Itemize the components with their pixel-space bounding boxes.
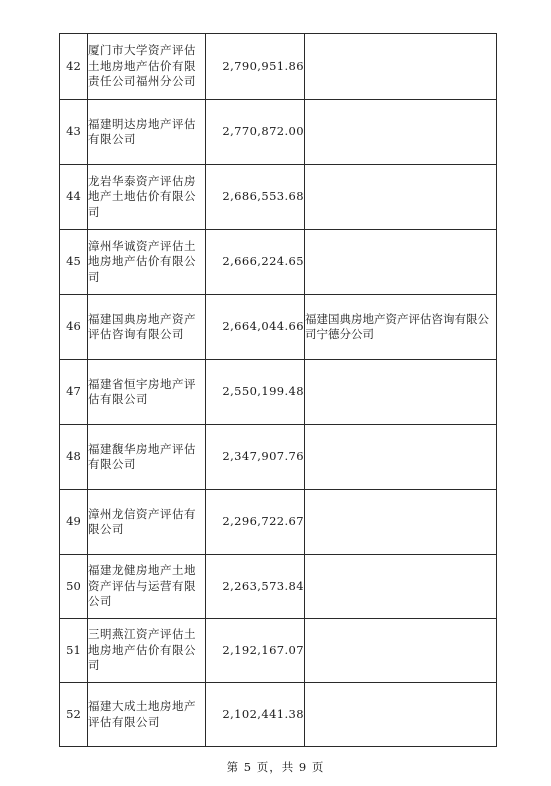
company-name: 福建馥华房地产评估有限公司 bbox=[88, 425, 206, 490]
note bbox=[305, 360, 497, 425]
row-number: 51 bbox=[60, 619, 88, 683]
row-number: 52 bbox=[60, 683, 88, 747]
row-number: 43 bbox=[60, 100, 88, 165]
note: 福建国典房地产资产评估咨询有限公司宁德分公司 bbox=[305, 295, 497, 360]
amount: 2,263,573.84 bbox=[206, 555, 305, 619]
company-name: 福建龙健房地产土地资产评估与运营有限公司 bbox=[88, 555, 206, 619]
row-number: 44 bbox=[60, 165, 88, 230]
table-row bbox=[60, 490, 497, 555]
note bbox=[305, 425, 497, 490]
amount: 2,686,553.68 bbox=[206, 165, 305, 230]
table-row bbox=[60, 295, 497, 360]
company-name: 福建省恒宇房地产评估有限公司 bbox=[88, 360, 206, 425]
note bbox=[305, 490, 497, 555]
note bbox=[305, 100, 497, 165]
table-row bbox=[60, 555, 497, 619]
row-number: 50 bbox=[60, 555, 88, 619]
note bbox=[305, 555, 497, 619]
table-row bbox=[60, 165, 497, 230]
amount: 2,770,872.00 bbox=[206, 100, 305, 165]
note bbox=[305, 34, 497, 100]
company-name: 福建明达房地产评估有限公司 bbox=[88, 100, 206, 165]
table-row bbox=[60, 34, 497, 100]
row-number: 46 bbox=[60, 295, 88, 360]
page-footer: 第 5 页，共 9 页 bbox=[226, 760, 325, 774]
company-name: 龙岩华泰资产评估房地产土地估价有限公司 bbox=[88, 165, 206, 230]
table-row bbox=[60, 230, 497, 295]
table-row bbox=[60, 619, 497, 683]
company-name: 漳州华诚资产评估土地房地产估价有限公司 bbox=[88, 230, 206, 295]
row-number: 42 bbox=[60, 34, 88, 100]
company-name: 漳州龙信资产评估有限公司 bbox=[88, 490, 206, 555]
note bbox=[305, 683, 497, 747]
row-number: 47 bbox=[60, 360, 88, 425]
table-row bbox=[60, 425, 497, 490]
note bbox=[305, 230, 497, 295]
amount: 2,192,167.07 bbox=[206, 619, 305, 683]
amount: 2,666,224.65 bbox=[206, 230, 305, 295]
amount: 2,790,951.86 bbox=[206, 34, 305, 100]
row-number: 48 bbox=[60, 425, 88, 490]
company-name: 福建大成土地房地产评估有限公司 bbox=[88, 683, 206, 747]
row-number: 45 bbox=[60, 230, 88, 295]
amount: 2,550,199.48 bbox=[206, 360, 305, 425]
company-table bbox=[59, 33, 497, 747]
amount: 2,296,722.67 bbox=[206, 490, 305, 555]
note bbox=[305, 619, 497, 683]
table-row bbox=[60, 683, 497, 747]
note bbox=[305, 165, 497, 230]
company-name: 福建国典房地产资产评估咨询有限公司 bbox=[88, 295, 206, 360]
company-name: 厦门市大学资产评估土地房地产估价有限责任公司福州分公司 bbox=[88, 34, 206, 100]
amount: 2,102,441.38 bbox=[206, 683, 305, 747]
table-row bbox=[60, 100, 497, 165]
table-row bbox=[60, 360, 497, 425]
company-name: 三明燕江资产评估土地房地产估价有限公司 bbox=[88, 619, 206, 683]
row-number: 49 bbox=[60, 490, 88, 555]
amount: 2,664,044.66 bbox=[206, 295, 305, 360]
amount: 2,347,907.76 bbox=[206, 425, 305, 490]
